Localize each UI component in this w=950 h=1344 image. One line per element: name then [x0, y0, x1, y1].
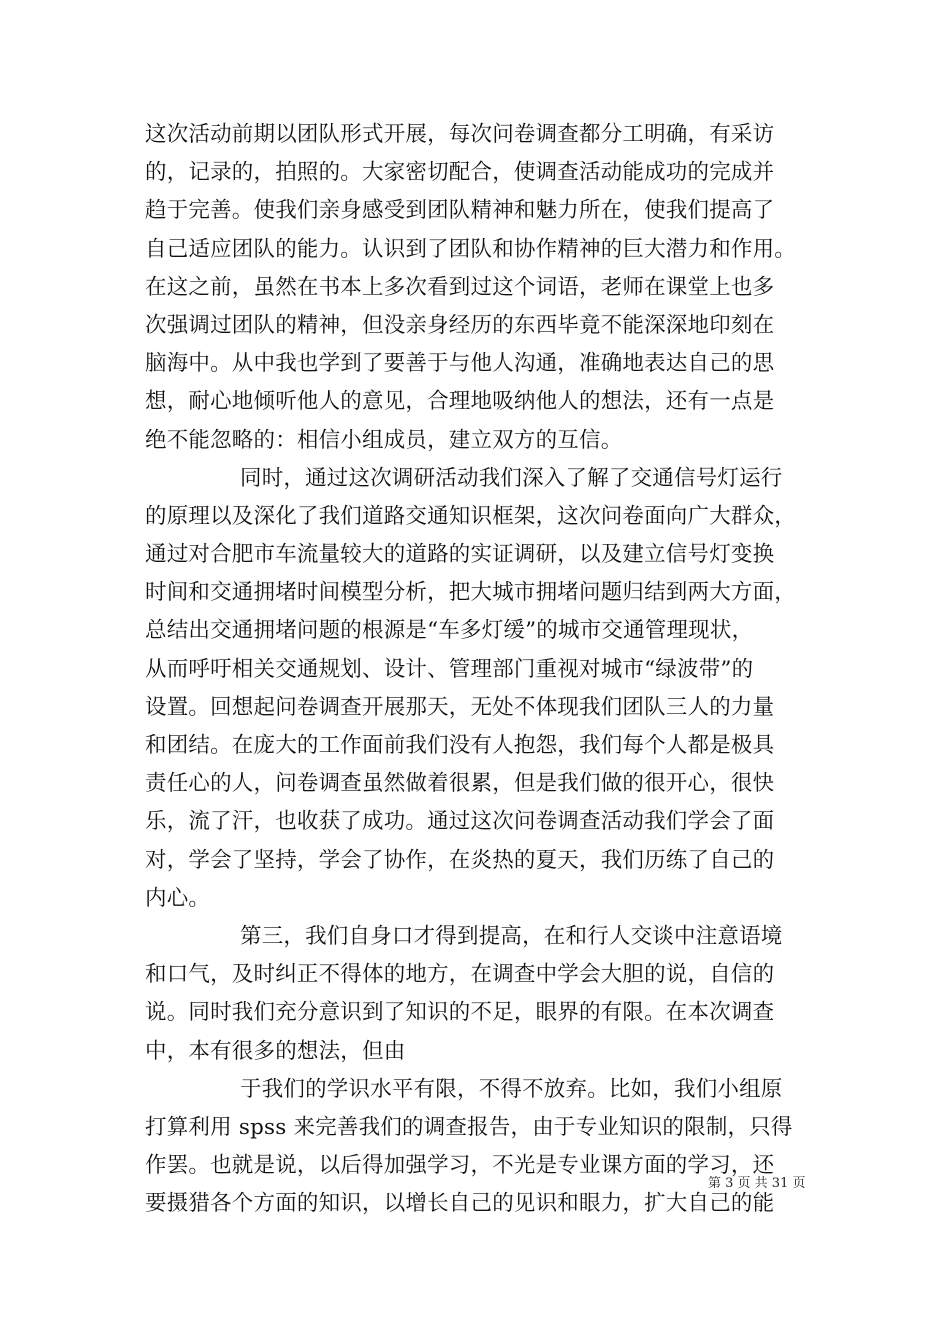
text-line: 时间和交通拥堵时间模型分析，把大城市拥堵问题归结到两大方面，	[145, 580, 797, 606]
paragraph-start-line: 第三，我们自身口才得到提高，在和行人交谈中注意语境	[240, 923, 783, 949]
text-line: 通过对合肥市车流量较大的道路的实证调研，以及建立信号灯变换	[145, 542, 775, 568]
text-line: 乐，流了汗，也收获了成功。通过这次问卷调查活动我们学会了面	[145, 809, 775, 835]
text-line: 的原理以及深化了我们道路交通知识框架，这次问卷面向广大群众，	[145, 503, 797, 529]
text-line: 这次活动前期以团队形式开展，每次问卷调查都分工明确，有采访	[145, 122, 775, 147]
text-line: 绝不能忽略的：相信小组成员，建立双方的互信。	[145, 427, 623, 453]
text-line: 打算利用 spss 来完善我们的调查报告，由于专业知识的限制，只得	[145, 1114, 793, 1140]
text-line: 责任心的人，问卷调查虽然做着很累，但是我们做的很开心，很快	[145, 771, 775, 797]
document-body	[145, 116, 815, 1223]
text-line: 次强调过团队的精神，但没亲身经历的东西毕竟不能深深地印刻在	[145, 312, 775, 338]
text-line: 说。同时我们充分意识到了知识的不足，眼界的有限。在本次调查	[145, 1000, 775, 1026]
text-line: 脑海中。从中我也学到了要善于与他人沟通，准确地表达自己的思	[145, 351, 775, 377]
text-line: 在这之前，虽然在书本上多次看到过这个词语，老师在课堂上也多	[145, 274, 775, 300]
text-line: 内心。	[145, 885, 211, 911]
text-line: 总结出交通拥堵问题的根源是“车多灯缓”的城市交通管理现状，	[145, 618, 754, 644]
paragraph-start-line: 同时，通过这次调研活动我们深入了解了交通信号灯运行	[240, 465, 783, 491]
text-line: 想，耐心地倾听他人的意见，合理地吸纳他人的想法，还有一点是	[145, 389, 775, 415]
text-line: 从而呼吁相关交通规划、设计、管理部门重视对城市“绿波带”的	[145, 656, 754, 682]
text-line: 和团结。在庞大的工作面前我们没有人抱怨，我们每个人都是极具	[145, 733, 775, 758]
paragraph-start-line: 于我们的学识水平有限，不得不放弃。比如，我们小组原	[240, 1076, 783, 1102]
text-line: 中，本有很多的想法，但由	[145, 1038, 406, 1064]
text-line: 作罢。也就是说，以后得加强学习，不光是专业课方面的学习，还	[145, 1153, 775, 1179]
text-line: 设置。回想起问卷调查开展那天，无处不体现我们团队三人的力量	[145, 694, 775, 720]
text-line: 趋于完善。使我们亲身感受到团队精神和魅力所在，使我们提高了	[145, 198, 775, 224]
text-line: 要摄猎各个方面的知识，以增长自己的见识和眼力，扩大自己的能	[145, 1191, 775, 1217]
page-number-footer: 第 3 页 共 31 页	[708, 1176, 806, 1191]
text-line: 对，学会了坚持，学会了协作，在炎热的夏天，我们历练了自己的	[145, 847, 775, 873]
text-line: 和口气，及时纠正不得体的地方，在调查中学会大胆的说，自信的	[145, 962, 775, 988]
text-line: 的，记录的，拍照的。大家密切配合，使调查活动能成功的完成并	[145, 160, 775, 186]
text-line: 自己适应团队的能力。认识到了团队和协作精神的巨大潜力和作用。	[145, 236, 797, 262]
